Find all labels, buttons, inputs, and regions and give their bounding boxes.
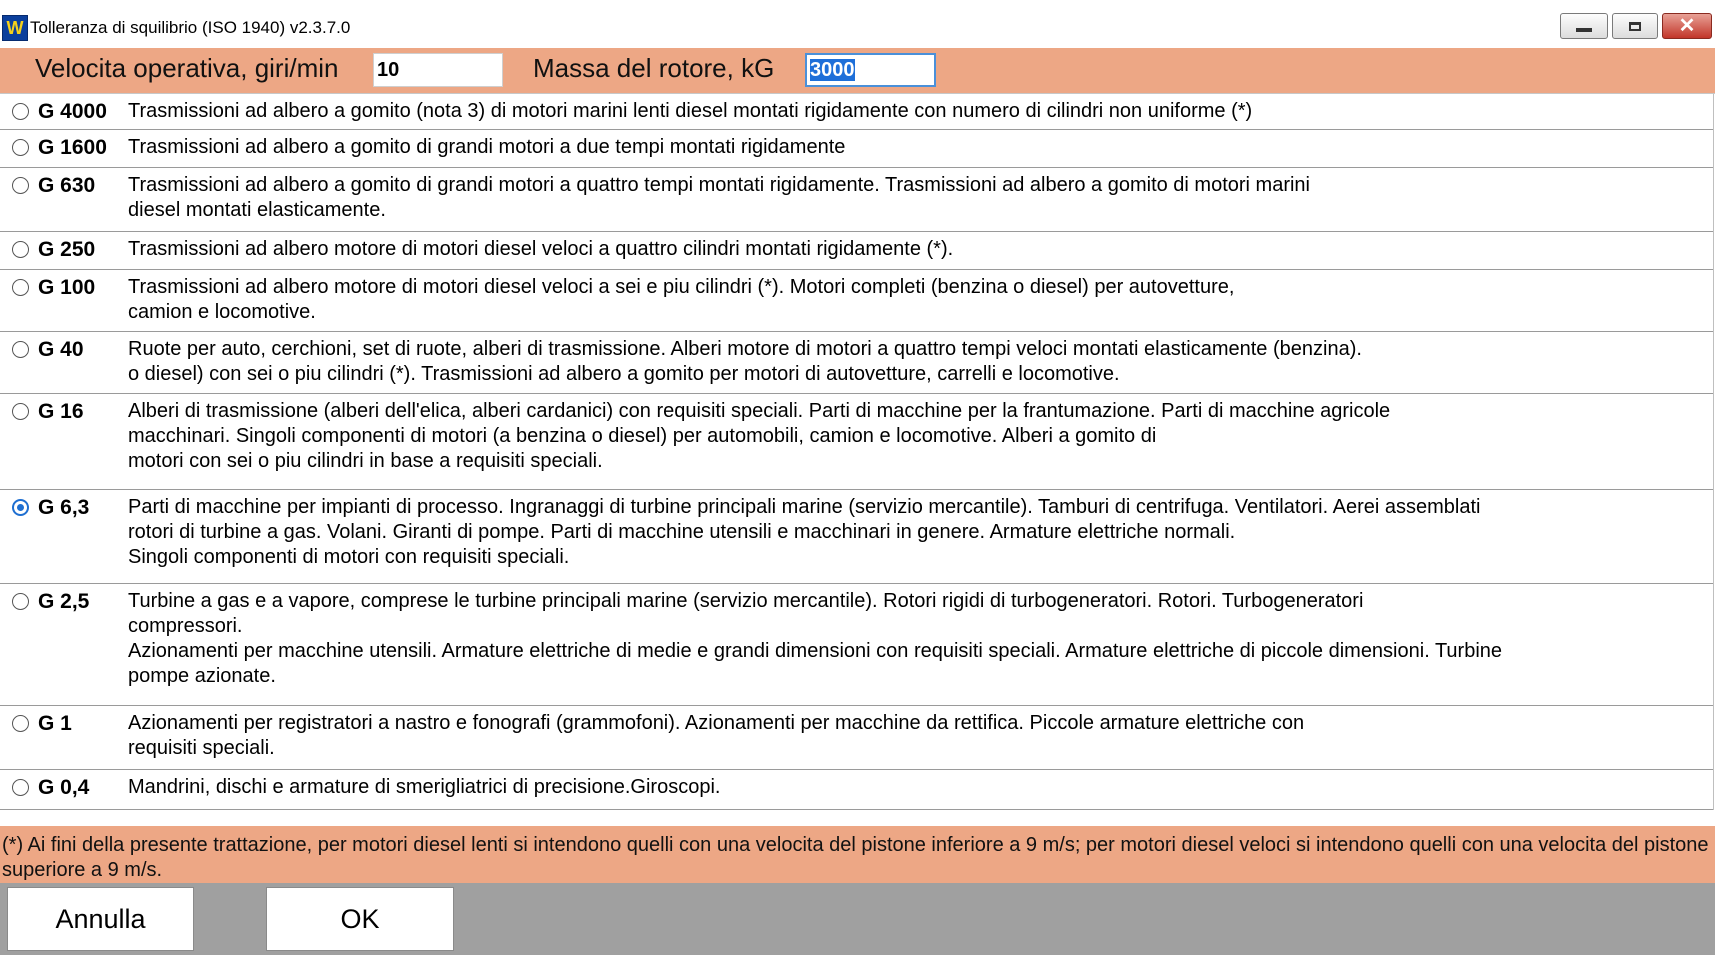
grade-row[interactable] [0,94,1713,130]
grade-row[interactable] [0,270,1713,332]
grade-row[interactable] [0,130,1713,168]
grade-radio[interactable] [12,177,29,194]
speed-input[interactable] [373,53,503,87]
grade-list [0,94,1714,810]
grade-row[interactable] [0,232,1713,270]
grade-radio[interactable] [12,499,29,516]
grade-code: G 1600 [38,136,107,159]
grade-radio[interactable] [12,593,29,610]
grade-code: G 0,4 [38,776,90,799]
grade-row[interactable] [0,168,1713,232]
grade-description: Parti di macchine per impianti di processo. Ingranaggi di turbine principali marine (servizio mercantile). Tamburi di centrifuga. Ventilatori. Aerei assemblati rotori di turbine a gas. Volani. Giranti di pompe. Parti di macchine utensili e macchinari in genere. Armature elettriche normali. Singoli componenti di motori con requisiti speciali. [128,496,1481,568]
minimize-button[interactable] [1560,13,1608,39]
grade-description: Trasmissioni ad albero a gomito di grandi motori a quattro tempi montati rigidamente. Trasmissioni ad albero a gomito di motori marini diesel montati elasticamente. [128,174,1311,221]
grade-description: Trasmissioni ad albero a gomito di grandi motori a due tempi montati rigidamente [128,136,846,158]
grade-row[interactable] [0,706,1713,770]
grade-row[interactable] [0,332,1713,394]
grade-code: G 6,3 [38,496,90,519]
grade-radio[interactable] [12,103,29,120]
minimize-icon [1576,28,1592,32]
grade-code: G 16 [38,400,84,423]
grade-description: Mandrini, dischi e armature di smerigliatrici di precisione.Giroscopi. [128,776,721,798]
grade-row[interactable] [0,584,1713,706]
grade-code: G 40 [38,338,84,361]
grade-description: Trasmissioni ad albero motore di motori diesel veloci a sei e piu cilindri (*). Motori completi (benzina o diesel) per autovetture, camion e locomotive. [128,276,1235,323]
grade-radio[interactable] [12,341,29,358]
maximize-button[interactable] [1612,13,1658,39]
grade-row[interactable] [0,394,1713,490]
grade-code: G 4000 [38,100,107,123]
speed-value: 10 [377,59,400,81]
window-title: Tolleranza di squilibrio (ISO 1940) v2.3.7.0 [30,18,351,37]
grade-description: Azionamenti per registratori a nastro e fonografi (grammofoni). Azionamenti per macchine da rettifica. Piccole armature elettriche con requisiti speciali. [128,712,1305,759]
speed-label: Velocita operativa, giri/min [35,53,339,83]
ok-button[interactable]: OK [266,887,454,951]
grade-row[interactable] [0,770,1713,810]
grade-code: G 250 [38,238,96,261]
cancel-button[interactable]: Annulla [7,887,194,951]
grade-code: G 100 [38,276,96,299]
grade-radio[interactable] [12,241,29,258]
grade-description: Ruote per auto, cerchioni, set di ruote, alberi di trasmissione. Alberi motore di motori a quattro tempi veloci montati elasticamente (benzina). o diesel) con sei o piu cilindri (*). Trasmissioni ad albero a gomito per motori di autovetture, carrelli e locomotive. [128,338,1362,385]
mass-input[interactable] [805,53,936,87]
close-icon: ✕ [1678,15,1696,37]
grade-radio[interactable] [12,139,29,156]
grade-description: Trasmissioni ad albero motore di motori diesel veloci a quattro cilindri montati rigidamente (*). [128,238,954,260]
mass-label: Massa del rotore, kG [533,53,775,83]
title-bar [0,0,1715,49]
grade-radio[interactable] [12,279,29,296]
grade-radio[interactable] [12,715,29,732]
grade-description: Turbine a gas e a vapore, comprese le turbine principali marine (servizio mercantile). Rotori rigidi di turbogeneratori. Rotori. Turbogeneratori compressori. Azionamenti per macchine utensili. Armature elettriche di medie e grandi dimensioni con requisiti speciali. Armature elettriche di piccole dimensioni. Turbine pompe azionate. [128,590,1503,687]
grade-description: Trasmissioni ad albero a gomito (nota 3) di motori marini lenti diesel montati rigidamente con numero di cilindri non uniforme (*) [128,100,1253,122]
app-logo-icon: W [2,15,28,41]
footnote: (*) Ai fini della presente trattazione, per motori diesel lenti si intendono quelli con una velocita del pistone inferiore a 9 m/s; per motori diesel veloci si intendono quelli con una velocita del pistone superiore a 9 m/s. [0,826,1715,883]
grade-row[interactable] [0,490,1713,584]
grade-code: G 630 [38,174,96,197]
grade-radio[interactable] [12,779,29,796]
mass-value: 3000 [810,59,855,81]
parameters-bar [0,48,1715,94]
grade-code: G 1 [38,712,72,735]
maximize-icon [1629,22,1641,31]
close-button[interactable] [1662,13,1712,39]
grade-code: G 2,5 [38,590,90,613]
grade-radio[interactable] [12,403,29,420]
button-bar [0,883,1715,955]
grade-description: Alberi di trasmissione (alberi dell'elica, alberi cardanici) con requisiti speciali. Parti di macchine per la frantumazione. Parti di macchine agricole macchinari. Singoli componenti di motori (a benzina o diesel) per automobili, camion e locomotive. Alberi a gomito di motori con sei o piu cilindri in base a requisiti speciali. [128,400,1391,472]
